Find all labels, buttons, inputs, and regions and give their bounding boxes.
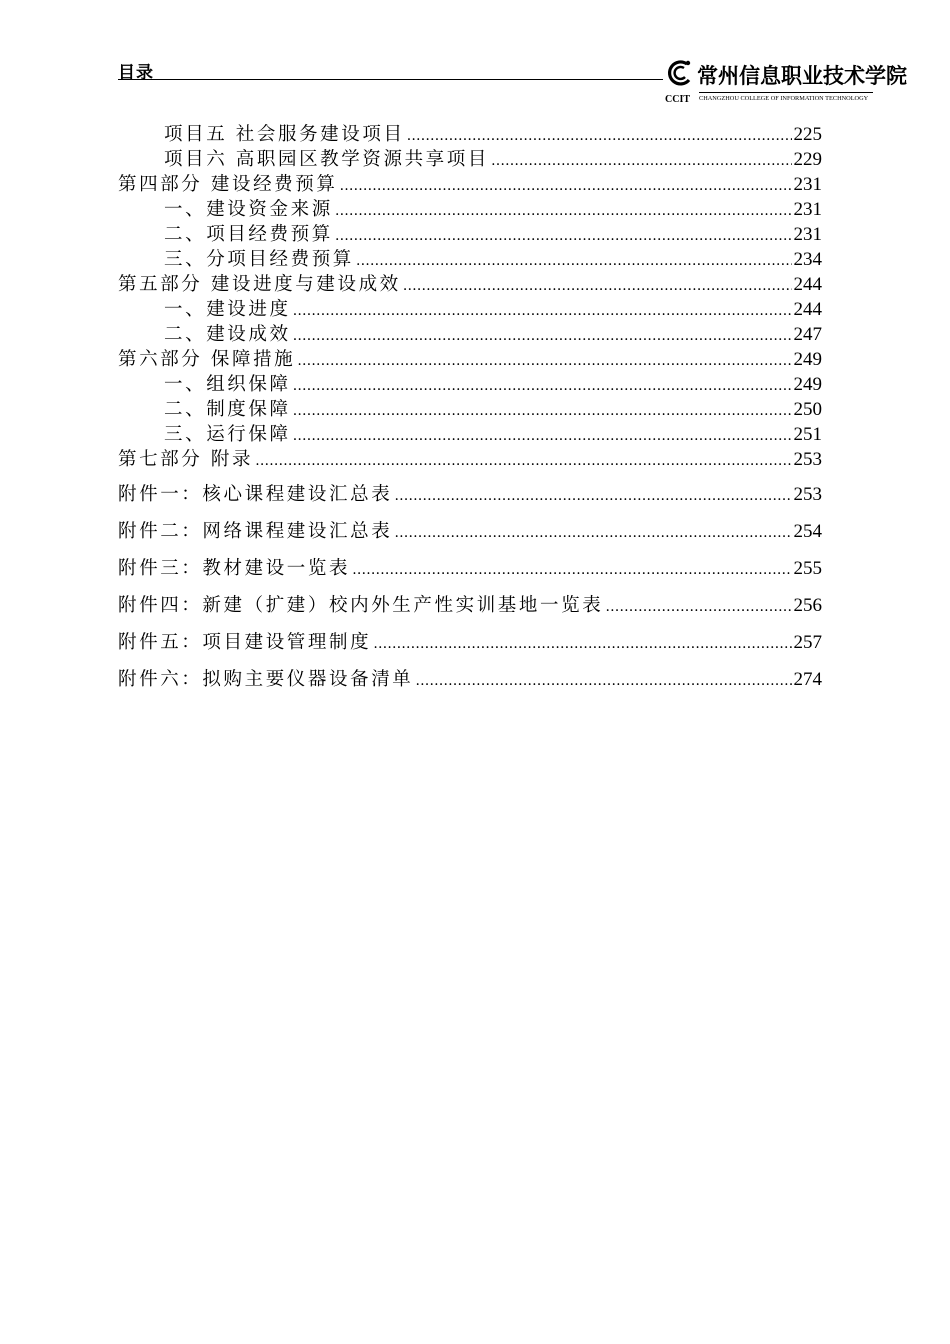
toc-entry-page: 255 xyxy=(793,558,822,579)
toc-entry-label: 第五部分 建设进度与建设成效 xyxy=(118,274,401,295)
toc-entry-page: 251 xyxy=(793,424,822,445)
toc-entry[interactable] xyxy=(118,297,822,322)
toc-entry-label: 附件三：教材建设一览表 xyxy=(118,558,351,579)
toc-entry[interactable] xyxy=(118,624,822,661)
toc-entry-label: 一、建设资金来源 xyxy=(164,199,333,220)
toc-entry-page: 274 xyxy=(793,669,822,690)
header-title: 目录 xyxy=(118,63,154,83)
toc-dot-leader xyxy=(293,424,792,449)
toc-entry[interactable] xyxy=(118,422,822,447)
toc-entry[interactable] xyxy=(118,147,822,172)
toc-entry-page: 225 xyxy=(793,124,822,145)
toc-entry-label: 二、建设成效 xyxy=(164,324,291,345)
toc-dot-leader xyxy=(352,552,791,589)
logo-abbreviation: CCIT xyxy=(665,94,691,105)
toc-entry-page: 234 xyxy=(793,249,822,270)
toc-entry[interactable] xyxy=(118,322,822,347)
toc-entry[interactable] xyxy=(118,447,822,472)
toc-entry-page: 254 xyxy=(793,521,822,542)
toc-entry-label: 项目五 社会服务建设项目 xyxy=(164,124,405,145)
toc-entry-page: 247 xyxy=(793,324,822,345)
toc-entry[interactable] xyxy=(118,172,822,197)
toc-entry-page: 231 xyxy=(793,174,822,195)
header-rule xyxy=(118,79,663,80)
toc-entry[interactable] xyxy=(118,272,822,297)
toc-entry-label: 第七部分 附录 xyxy=(118,449,254,470)
toc-dot-leader xyxy=(394,515,791,552)
toc-dot-leader xyxy=(415,663,791,700)
toc-entry[interactable] xyxy=(118,476,822,513)
toc-entry[interactable] xyxy=(118,122,822,147)
toc-dot-leader xyxy=(293,324,792,349)
toc-entry-page: 249 xyxy=(793,374,822,395)
toc-entry[interactable] xyxy=(118,222,822,247)
toc-entry-label: 项目六 高职园区教学资源共享项目 xyxy=(164,149,489,170)
toc-dot-leader xyxy=(407,124,792,149)
toc-entry[interactable] xyxy=(118,247,822,272)
toc-dot-leader xyxy=(293,399,792,424)
toc-dot-leader xyxy=(293,374,792,399)
toc-entry[interactable] xyxy=(118,397,822,422)
toc-dot-leader xyxy=(373,626,791,663)
toc-dot-leader xyxy=(356,249,792,274)
toc-entry-label: 附件五：项目建设管理制度 xyxy=(118,632,372,653)
toc-entry-label: 三、运行保障 xyxy=(164,424,291,445)
toc-entry-page: 257 xyxy=(793,632,822,653)
toc-dot-leader xyxy=(394,478,791,515)
toc-entry-label: 第六部分 保障措施 xyxy=(118,349,296,370)
toc-dot-leader xyxy=(491,149,792,174)
college-logo xyxy=(665,58,907,110)
toc-dot-leader xyxy=(403,274,792,299)
table-of-contents xyxy=(118,122,822,698)
toc-entry-label: 第四部分 建设经费预算 xyxy=(118,174,338,195)
toc-entry-label: 二、制度保障 xyxy=(164,399,291,420)
college-emblem-icon xyxy=(665,58,695,88)
toc-entry-page: 253 xyxy=(793,449,822,470)
toc-dot-leader xyxy=(339,174,791,199)
toc-entry-label: 附件六：拟购主要仪器设备清单 xyxy=(118,669,414,690)
toc-dot-leader xyxy=(605,589,791,626)
toc-dot-leader xyxy=(297,349,791,374)
toc-entry-label: 一、建设进度 xyxy=(164,299,291,320)
toc-dot-leader xyxy=(293,299,792,324)
toc-entry-label: 附件一：核心课程建设汇总表 xyxy=(118,484,393,505)
toc-entry[interactable] xyxy=(118,587,822,624)
logo-divider xyxy=(699,92,873,93)
toc-entry-label: 附件四：新建（扩建）校内外生产性实训基地一览表 xyxy=(118,595,604,616)
toc-entry-label: 附件二：网络课程建设汇总表 xyxy=(118,521,393,542)
toc-entry[interactable] xyxy=(118,550,822,587)
toc-entry-page: 231 xyxy=(793,224,822,245)
toc-entry-page: 229 xyxy=(793,149,822,170)
toc-dot-leader xyxy=(335,199,792,224)
toc-dot-leader xyxy=(255,449,791,474)
toc-entry[interactable] xyxy=(118,347,822,372)
toc-entry-page: 253 xyxy=(793,484,822,505)
toc-entry-page: 244 xyxy=(793,274,822,295)
toc-entry-label: 三、分项目经费预算 xyxy=(164,249,354,270)
toc-entry-page: 231 xyxy=(793,199,822,220)
page-header xyxy=(118,52,907,112)
toc-entry[interactable] xyxy=(118,372,822,397)
logo-chinese-name: 常州信息职业技术学院 xyxy=(697,63,907,88)
toc-entry-label: 二、项目经费预算 xyxy=(164,224,333,245)
toc-entry-page: 249 xyxy=(793,349,822,370)
toc-entry[interactable] xyxy=(118,661,822,698)
toc-dot-leader xyxy=(335,224,792,249)
toc-entry[interactable] xyxy=(118,513,822,550)
toc-entry-page: 250 xyxy=(793,399,822,420)
logo-english-name: CHANGZHOU COLLEGE OF INFORMATION TECHNOLOGY xyxy=(699,95,869,102)
toc-entry-page: 256 xyxy=(793,595,822,616)
toc-entry[interactable] xyxy=(118,197,822,222)
toc-entry-page: 244 xyxy=(793,299,822,320)
toc-entry-label: 一、组织保障 xyxy=(164,374,291,395)
